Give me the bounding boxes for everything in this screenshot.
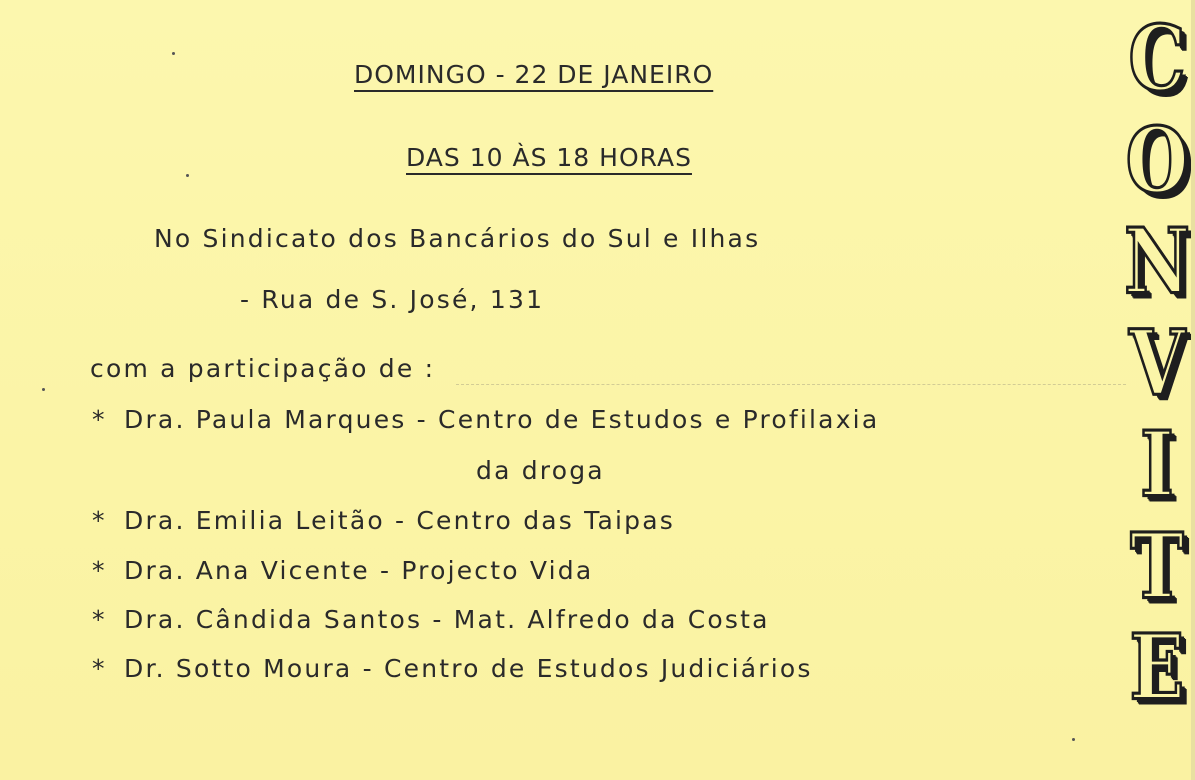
paper-speck	[186, 174, 189, 177]
convite-side-title	[1124, 4, 1190, 725]
event-date: DOMINGO - 22 DE JANEIRO	[354, 60, 714, 89]
participant-item	[92, 605, 770, 634]
bullet-star: *	[92, 654, 107, 683]
paper-speck	[42, 388, 45, 391]
title-letter: C	[1128, 4, 1186, 111]
fold-line	[456, 384, 1126, 385]
paper-edge	[1191, 0, 1195, 780]
title-letter: E	[1129, 613, 1185, 720]
bullet-star: *	[92, 556, 107, 585]
venue-name: No Sindicato dos Bancários do Sul e Ilhas	[154, 224, 761, 253]
participant-item-continuation	[476, 456, 605, 485]
participant-item	[92, 506, 675, 535]
bullet-star: *	[92, 605, 107, 634]
event-hours: DAS 10 ÀS 18 HORAS	[406, 143, 692, 172]
participant-item	[92, 405, 879, 434]
participant-item	[92, 556, 593, 585]
participant-text: Dra. Ana Vicente - Projecto Vida	[124, 556, 594, 585]
participant-item	[92, 654, 813, 683]
participant-text: Dra. Cândida Santos - Mat. Alfredo da Costa	[124, 605, 770, 634]
venue-address: - Rua de S. José, 131	[240, 285, 545, 314]
title-letter: O	[1125, 105, 1189, 212]
participants-intro: com a participação de :	[90, 354, 436, 383]
title-letter: T	[1130, 511, 1184, 618]
bullet-star: *	[92, 506, 107, 535]
participant-text: Dr. Sotto Moura - Centro de Estudos Judiciários	[124, 654, 813, 683]
participant-text: Dra. Emilia Leitão - Centro das Taipas	[124, 506, 675, 535]
title-letter: N	[1124, 207, 1190, 314]
bullet-star: *	[92, 405, 107, 434]
participant-text: Dra. Paula Marques - Centro de Estudos e Profilaxia	[124, 405, 880, 434]
participant-text: da droga	[476, 456, 605, 485]
title-letter: V	[1129, 308, 1185, 415]
paper-speck	[172, 52, 175, 55]
title-letter: I	[1140, 410, 1174, 517]
paper-speck	[1072, 738, 1075, 741]
